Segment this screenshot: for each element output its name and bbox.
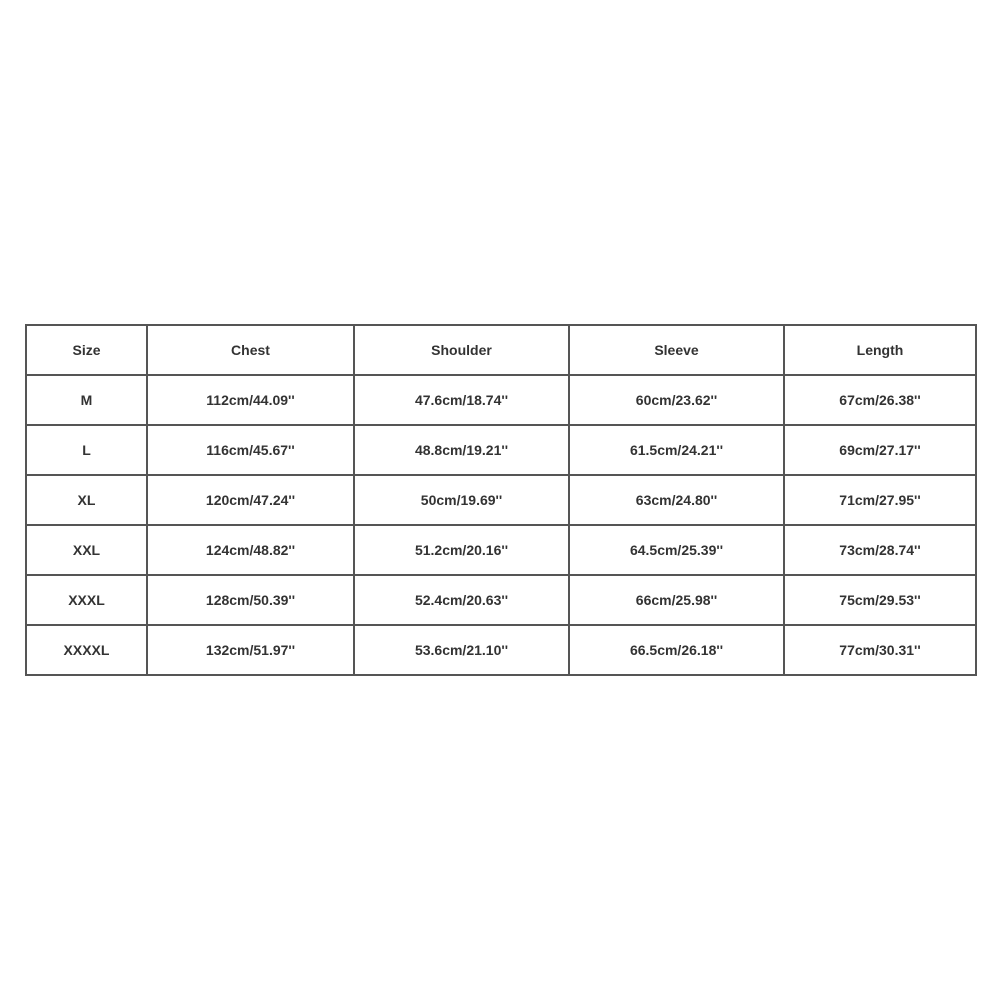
header-sleeve: Sleeve	[569, 325, 784, 375]
table-row	[26, 425, 976, 475]
cell-size: XL	[26, 475, 147, 525]
cell-chest: 112cm/44.09''	[147, 375, 354, 425]
cell-length: 75cm/29.53''	[784, 575, 976, 625]
cell-length: 77cm/30.31''	[784, 625, 976, 675]
table-row	[26, 475, 976, 525]
cell-length: 71cm/27.95''	[784, 475, 976, 525]
cell-sleeve: 61.5cm/24.21''	[569, 425, 784, 475]
cell-sleeve: 66.5cm/26.18''	[569, 625, 784, 675]
cell-length: 69cm/27.17''	[784, 425, 976, 475]
cell-chest: 124cm/48.82''	[147, 525, 354, 575]
header-length: Length	[784, 325, 976, 375]
cell-chest: 132cm/51.97''	[147, 625, 354, 675]
cell-shoulder: 51.2cm/20.16''	[354, 525, 569, 575]
cell-sleeve: 63cm/24.80''	[569, 475, 784, 525]
cell-chest: 128cm/50.39''	[147, 575, 354, 625]
cell-length: 73cm/28.74''	[784, 525, 976, 575]
cell-shoulder: 52.4cm/20.63''	[354, 575, 569, 625]
table-row	[26, 525, 976, 575]
cell-shoulder: 50cm/19.69''	[354, 475, 569, 525]
cell-sleeve: 64.5cm/25.39''	[569, 525, 784, 575]
header-shoulder: Shoulder	[354, 325, 569, 375]
cell-shoulder: 53.6cm/21.10''	[354, 625, 569, 675]
table-row	[26, 625, 976, 675]
cell-sleeve: 66cm/25.98''	[569, 575, 784, 625]
cell-size: XXXL	[26, 575, 147, 625]
cell-sleeve: 60cm/23.62''	[569, 375, 784, 425]
size-chart-table	[25, 324, 977, 676]
cell-size: XXXXL	[26, 625, 147, 675]
cell-size: XXL	[26, 525, 147, 575]
cell-shoulder: 47.6cm/18.74''	[354, 375, 569, 425]
cell-length: 67cm/26.38''	[784, 375, 976, 425]
table-row	[26, 575, 976, 625]
cell-size: M	[26, 375, 147, 425]
cell-chest: 120cm/47.24''	[147, 475, 354, 525]
cell-size: L	[26, 425, 147, 475]
cell-chest: 116cm/45.67''	[147, 425, 354, 475]
header-row	[26, 325, 976, 375]
cell-shoulder: 48.8cm/19.21''	[354, 425, 569, 475]
header-size: Size	[26, 325, 147, 375]
table-row	[26, 375, 976, 425]
header-chest: Chest	[147, 325, 354, 375]
